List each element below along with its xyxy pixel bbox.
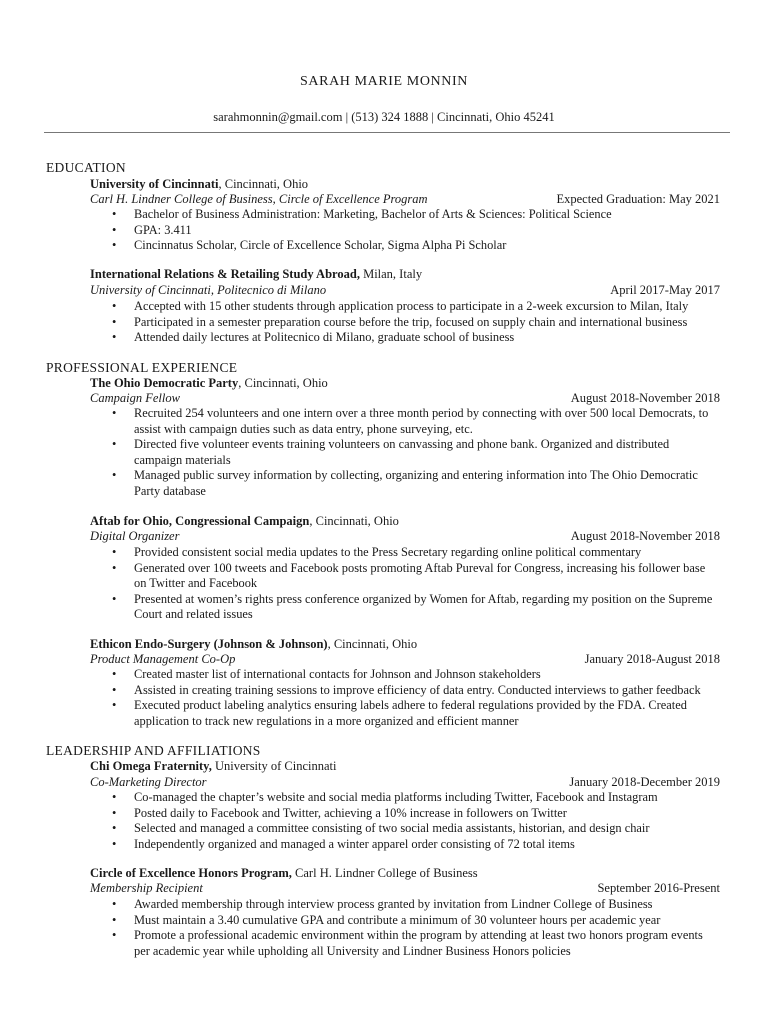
entry-org: Chi Omega Fraternity, (90, 759, 212, 773)
contact-line: sarahmonnin@gmail.com | (513) 324 1888 | Cincinnati, Ohio 45241 (213, 110, 555, 124)
entry-subheading (90, 192, 720, 207)
entry-date: Expected Graduation: May 2021 (556, 192, 720, 206)
resume-name: SARAH MARIE MONNIN (300, 74, 468, 89)
entry-role: Co-Marketing Director (90, 775, 207, 789)
bullet-item: • Participated in a semester preparation course before the trip, focused on supply chain and international business (112, 315, 720, 331)
header-divider (44, 132, 730, 133)
bullet-item: • Co-managed the chapter’s website and social media platforms including Twitter, Facebook and Instagram (112, 790, 720, 806)
entry-subheading (90, 283, 720, 298)
entry-heading (90, 759, 720, 774)
bullet-list (112, 299, 720, 346)
bullet-item: • Assisted in creating training sessions to improve efficiency of data entry. Conducted interviews to gather feedback (112, 683, 720, 699)
bullet-item: • Presented at women’s rights press conference organized by Women for Aftab, regarding my position on the Supreme Court and related issues (112, 592, 720, 623)
entry-heading (90, 267, 720, 282)
bullet-item: • Selected and managed a committee consisting of two social media assistants, historian, and design chair (112, 821, 720, 837)
entry-subheading (90, 652, 720, 667)
entry-role: Carl H. Lindner College of Business, Circle of Excellence Program (90, 192, 428, 206)
entry-date: April 2017-May 2017 (610, 283, 720, 297)
entry-org: International Relations & Retailing Study Abroad, (90, 267, 360, 281)
entry-role: Campaign Fellow (90, 391, 180, 405)
bullet-item: • Directed five volunteer events training volunteers on canvassing and phone bank. Organized and distributed campaign materials (112, 437, 720, 468)
entry-org: Aftab for Ohio, Congressional Campaign (90, 514, 310, 528)
entry-subheading (90, 881, 720, 896)
entry-location: University of Cincinnati (211, 759, 337, 773)
entry-location: , Cincinnati, Ohio (309, 514, 399, 528)
bullet-item: • Independently organized and managed a winter apparel order consisting of 72 total items (112, 837, 720, 853)
bullet-item: • Managed public survey information by collecting, organizing and entering information into The Ohio Democratic Party database (112, 468, 720, 499)
section-title-education: EDUCATION (46, 160, 126, 175)
entry-subheading (90, 391, 720, 406)
entry-heading (90, 514, 720, 529)
entry-role: Digital Organizer (90, 529, 180, 543)
entry-date: September 2016-Present (597, 881, 720, 895)
entry-date: August 2018-November 2018 (570, 529, 720, 543)
bullet-item: • Must maintain a 3.40 cumulative GPA and contribute a minimum of 30 volunteer hours per academic year (112, 913, 720, 929)
entry-org: Circle of Excellence Honors Program, (90, 866, 292, 880)
entry-role: Product Management Co-Op (90, 652, 236, 666)
entry-location: Milan, Italy (359, 267, 423, 281)
bullet-item: • Provided consistent social media updates to the Press Secretary regarding online political commentary (112, 545, 720, 561)
entry-date: January 2018-December 2019 (569, 775, 720, 789)
entry-location: , Cincinnati, Ohio (218, 177, 309, 191)
bullet-item: • Bachelor of Business Administration: Marketing, Bachelor of Arts & Sciences: Political Science (112, 207, 720, 223)
entry-date: August 2018-November 2018 (570, 391, 720, 405)
section-title-experience: PROFESSIONAL EXPERIENCE (46, 360, 238, 375)
bullet-item: • Cincinnatus Scholar, Circle of Excellence Scholar, Sigma Alpha Pi Scholar (112, 238, 720, 254)
bullet-item: • Attended daily lectures at Politecnico di Milano, graduate school of business (112, 330, 720, 346)
bullet-list (112, 406, 720, 499)
bullet-item: • Accepted with 15 other students through application process to participate in a 2-week excursion to Milan, Italy (112, 299, 720, 315)
bullet-item: • Recruited 254 volunteers and one intern over a three month period by connecting with over 500 local Democrats, to assist with campaign duties such as data entry, phone surveying, etc. (112, 406, 720, 437)
bullet-item: • Awarded membership through interview process granted by invitation from Lindner College of Business (112, 897, 720, 913)
entry-date: January 2018-August 2018 (584, 652, 720, 666)
entry-org: University of Cincinnati (90, 177, 219, 191)
bullet-item: • Posted daily to Facebook and Twitter, achieving a 10% increase in followers on Twitter (112, 806, 720, 822)
entry-heading (90, 866, 720, 881)
bullet-list (112, 545, 720, 623)
entry-heading (90, 376, 720, 391)
entry-heading (90, 637, 720, 652)
bullet-list (112, 667, 720, 729)
entry-subheading (90, 529, 720, 544)
entry-subheading (90, 775, 720, 790)
entry-role: University of Cincinnati, Politecnico di Milano (90, 283, 327, 297)
bullet-item: • Executed product labeling analytics ensuring labels adhere to federal regulations provided by the FDA. Created application to track new regulations in a more organized and efficient manner (112, 698, 720, 729)
bullet-list (112, 897, 720, 959)
bullet-item: • Promote a professional academic environment within the program by attending at least two honors program events per academic year while upholding all University and Lindner Business Honors policies (112, 928, 720, 959)
bullet-item: • Created master list of international contacts for Johnson and Johnson stakeholders (112, 667, 720, 683)
bullet-list (112, 207, 720, 254)
bullet-list (112, 790, 720, 852)
bullet-item: • GPA: 3.411 (112, 223, 720, 239)
entry-org: The Ohio Democratic Party (90, 376, 239, 390)
entry-location: , Cincinnati, Ohio (238, 376, 328, 390)
entry-role: Membership Recipient (90, 881, 203, 895)
entry-heading (90, 177, 720, 192)
bullet-item: • Generated over 100 tweets and Facebook posts promoting Aftab Pureval for Congress, increasing his follower base on Twitter and Facebook (112, 561, 720, 592)
entry-org: Ethicon Endo-Surgery (Johnson & Johnson) (90, 637, 328, 651)
entry-location: , Cincinnati, Ohio (327, 637, 418, 651)
section-title-leadership: LEADERSHIP AND AFFILIATIONS (46, 743, 261, 758)
entry-location: Carl H. Lindner College of Business (291, 866, 478, 880)
